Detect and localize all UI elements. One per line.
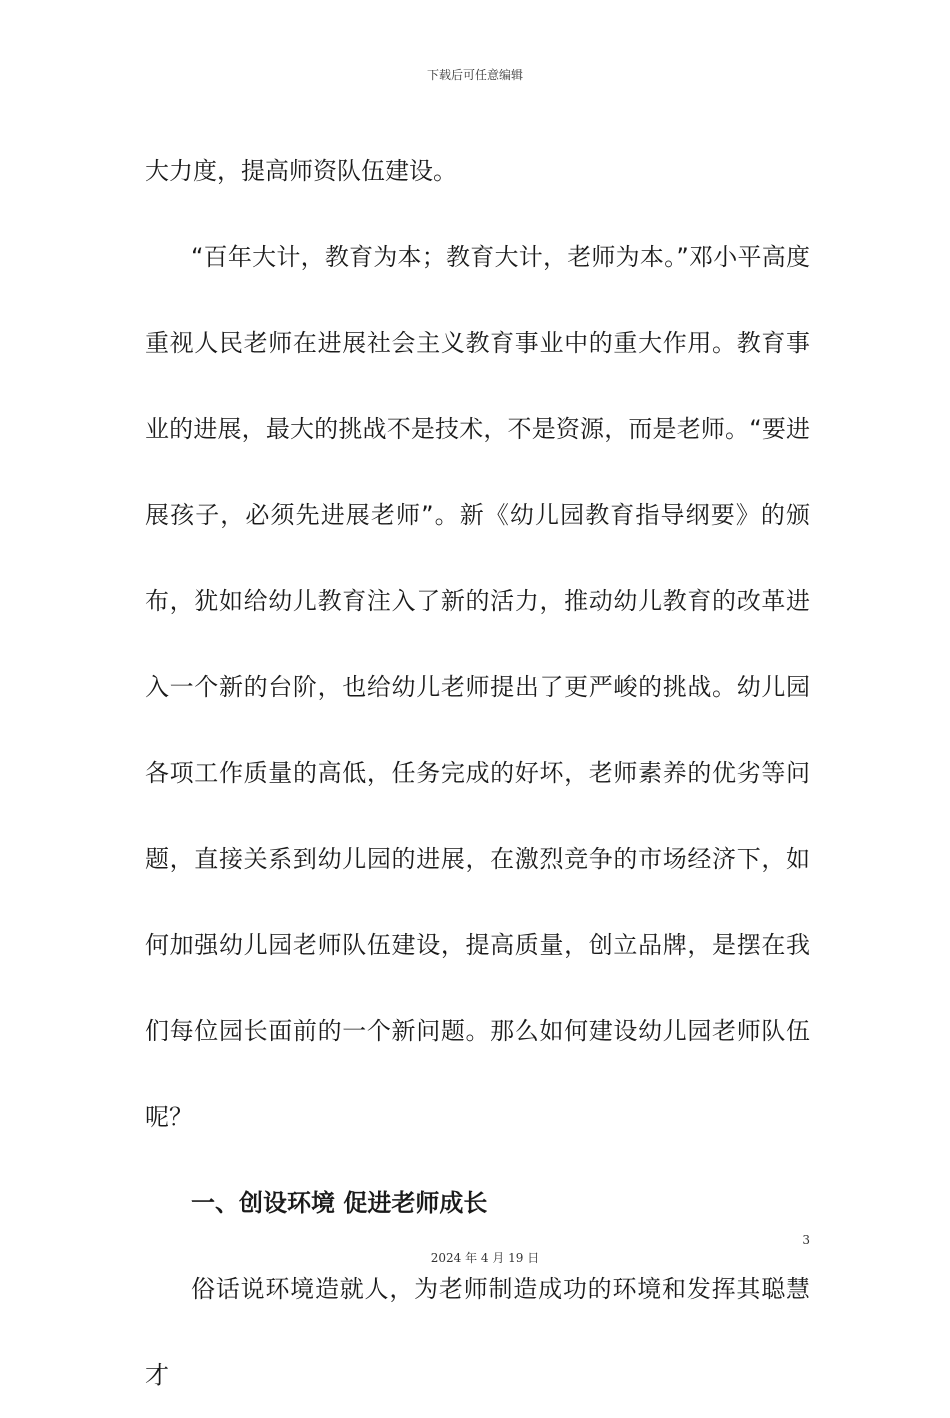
text-line: 台阶，也给幼儿老师提出了更严峻的挑战。幼儿园各项工作质量 bbox=[145, 673, 811, 787]
paragraph-environment bbox=[145, 1246, 810, 1418]
paragraph-continuation bbox=[145, 128, 810, 214]
text-line: 幼儿园的进展，在激烈竞争的市场经济下，如何加强幼儿园老师 bbox=[145, 845, 810, 959]
footer-date: 2024 年 4 月 19 日 bbox=[430, 1251, 540, 1265]
text-line: 子，必须先进展老师”。新《幼儿园教育指导纲要》的颁布，犹如 bbox=[145, 501, 811, 615]
text-line: 大力度，提高师资队伍建设。 bbox=[145, 157, 457, 185]
text-line: 个新问题。那么如何建设幼儿园老师队伍呢？ bbox=[145, 1017, 811, 1131]
text-line: 队伍建设，提高质量，创立品牌，是摆在我们每位园长面前的一 bbox=[145, 931, 811, 1045]
page-number: 3 bbox=[802, 1233, 810, 1247]
text-line: 给幼儿教育注入了新的活力，推动幼儿教育的改革进入一个新的 bbox=[145, 587, 811, 701]
text-line: 重视人民老师在进展社会主义教育事业中的重大作用。教育事业 bbox=[145, 329, 810, 443]
text-line: 俗话说环境造就人，为老师制造成功的环境和发挥其聪慧才 bbox=[145, 1275, 810, 1389]
page-header: 下载后可任意编辑 bbox=[426, 68, 523, 82]
section-heading: 一、创设环境 促进老师成长 bbox=[191, 1189, 488, 1217]
document-body bbox=[145, 128, 810, 1418]
text-line: “百年大计，教育为本；教育大计，老师为本。”邓小平高度 bbox=[191, 243, 810, 271]
text-line: 的进展，最大的挑战不是技术，不是资源，而是老师。“要进展孩 bbox=[145, 415, 810, 529]
text-line: 的高低，任务完成的好坏，老师素养的优劣等问题，直接关系到 bbox=[145, 759, 811, 873]
paragraph-quote bbox=[145, 214, 810, 1160]
